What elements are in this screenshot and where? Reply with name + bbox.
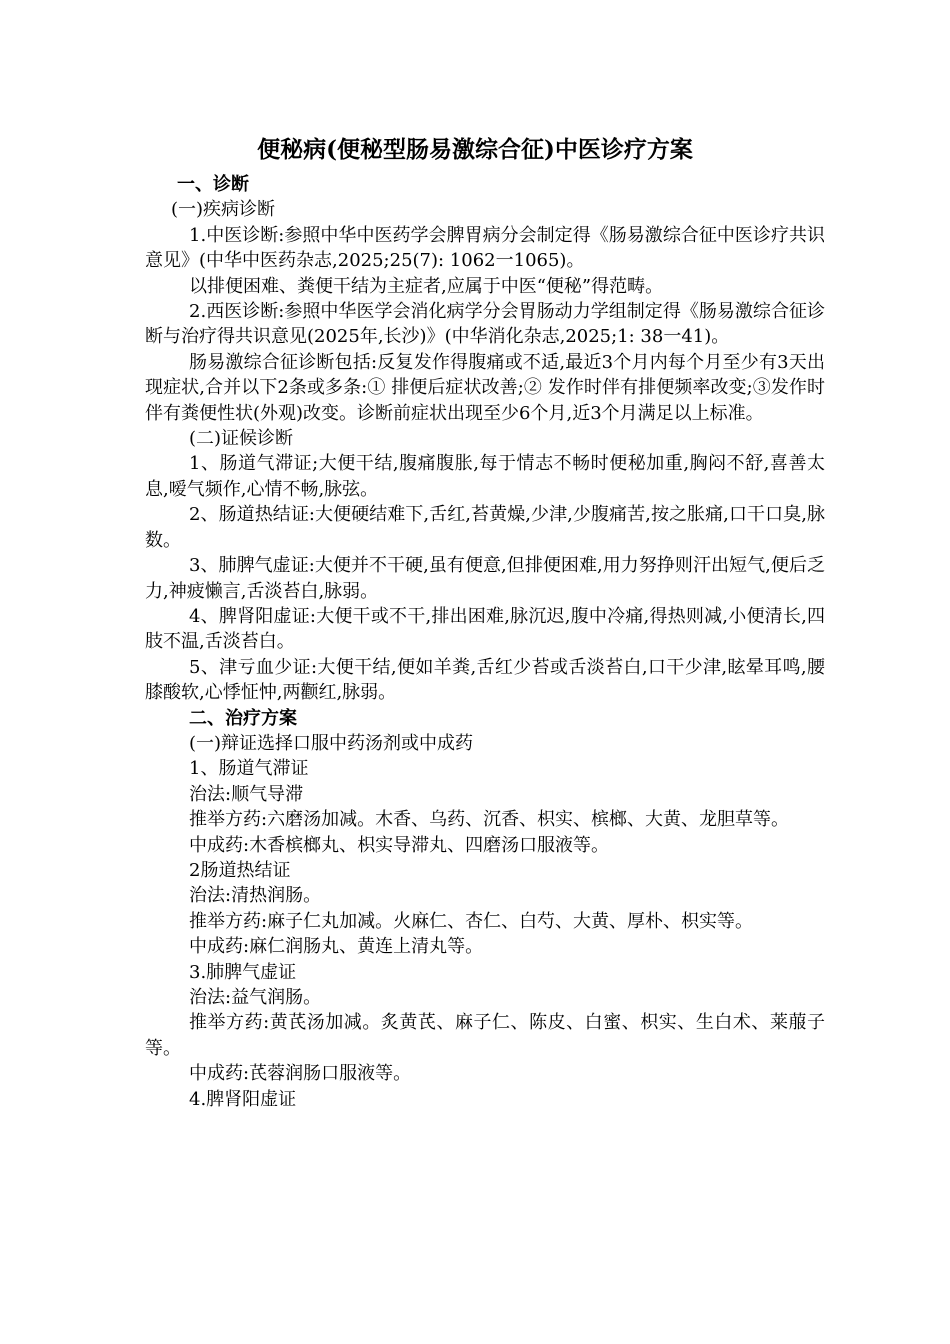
paragraph: (一)辩证选择口服中药汤剂或中成药 (189, 732, 474, 754)
paragraph: (二)证候诊断 (189, 428, 294, 450)
paragraph: 3、肺脾气虚证:大便并不干硬,虽有便意,但排便困难,用力努挣则汗出短气,便后乏力,神疲懒言,舌淡苔白,脉弱。 (145, 555, 825, 602)
paragraph: 4.脾肾阳虚证 (189, 1088, 297, 1110)
section-heading: 二、治疗方案 (189, 707, 297, 729)
paragraph: 以排便困难、粪便干结为主症者,应属于中医“便秘”得范畴。 (189, 275, 664, 297)
paragraph: 治法:清热润肠。 (189, 885, 322, 907)
paragraph: 肠易激综合征诊断包括:反复发作得腹痛或不适,最近3个月内每个月至少有3天出现症状,合并以下2条或多条:① 排便后症状改善;② 发作时伴有排便频率改变;③发作时伴有粪便性状(外观)改变。诊断前症状出现至少6个月,近3个月满足以上标准。 (145, 351, 825, 424)
paragraph: 治法:益气润肠。 (189, 987, 322, 1008)
paragraph: 2.西医诊断:参照中华医学会消化病学分会胃肠动力学组制定得《肠易激综合征诊断与治疗得共识意见(2025年,长沙)》(中华消化杂志,2025;1: 38一41)。 (145, 301, 825, 348)
paragraph: 治法:顺气导滞 (189, 783, 304, 805)
document-body (145, 172, 825, 1112)
section-heading: 一、诊断 (177, 174, 249, 195)
paragraph: 推举方药:六磨汤加减。木香、乌药、沉香、枳实、槟榔、大黄、龙胆草等。 (189, 809, 790, 831)
paragraph: 1、肠道气滞证;大便干结,腹痛腹胀,每于情志不畅时便秘加重,胸闷不舒,喜善太息,嗳气频作,心情不畅,脉弦。 (145, 453, 825, 500)
paragraph: 4、脾肾阳虚证:大便干或不干,排出困难,脉沉迟,腹中冷痛,得热则减,小便清长,四肢不温,舌淡苔白。 (145, 605, 825, 653)
paragraph: 3.肺脾气虚证 (189, 961, 297, 983)
paragraph: 2肠道热结证 (189, 859, 291, 881)
subsection-heading: (一)疾病诊断 (171, 199, 276, 221)
paragraph: 推举方药:麻子仁丸加减。火麻仁、杏仁、白芍、大黄、厚朴、枳实等。 (189, 910, 754, 932)
paragraph: 中成药:麻仁润肠丸、黄连上清丸等。 (189, 936, 484, 958)
paragraph: 中成药:木香槟榔丸、枳实导滞丸、四磨汤口服液等。 (189, 834, 610, 856)
paragraph: 推举方药:黄芪汤加减。炙黄芪、麻子仁、陈皮、白蜜、枳实、生白术、莱菔子等。 (145, 1012, 825, 1059)
paragraph: 2、肠道热结证:大便硬结难下,舌红,苔黄燥,少津,少腹痛苦,按之胀痛,口干口臭,脉数。 (145, 504, 825, 551)
document-title: 便秘病(便秘型肠易激综合征)中医诊疗方案 (257, 136, 693, 163)
paragraph: 5、津亏血少证:大便干结,便如羊粪,舌红少苔或舌淡苔白,口干少津,眩晕耳鸣,腰膝酸软,心悸怔忡,两颧红,脉弱。 (145, 656, 825, 704)
paragraph: 1.中医诊断:参照中华中医药学会脾胃病分会制定得《肠易激综合征中医诊疗共识意见》(中华中医药杂志,2025;25(7): 1062一1065)。 (145, 224, 825, 272)
paragraph: 1、肠道气滞证 (189, 758, 309, 780)
paragraph: 中成药:芪蓉润肠口服液等。 (189, 1063, 412, 1085)
